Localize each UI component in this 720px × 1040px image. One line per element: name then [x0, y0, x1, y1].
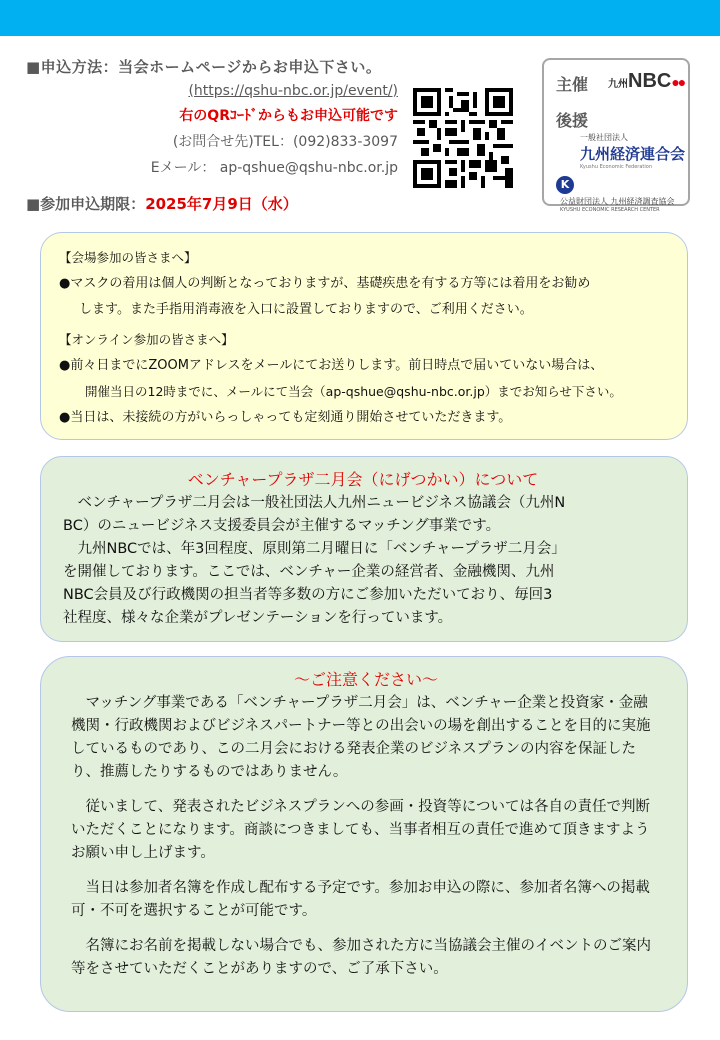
plaza-about-box — [40, 456, 688, 642]
plaza-title: ベンチャープラザ二月会（にげつかい）について — [187, 470, 539, 489]
plaza-line: ベンチャープラザ二月会は一般社団法人九州ニュービジネス協議会（九州N — [63, 495, 566, 511]
venue-line-1: ●マスクの着用は個人の判断となっておりますが、基礎疾患を有する方等には着用をお勧め — [59, 276, 591, 291]
plaza-line: を開催しております。ここでは、ベンチャー企業の経営者、金融機関、九州 — [63, 564, 555, 580]
caution-paragraph-2: 従いまして、発表されたビジネスプランへの参画・投資等については各自の責任で判断いただくことになります。商談につきましても、当事者相互の責任で進めて頂きますようお願い申し上げます。 — [71, 799, 650, 861]
application-method-heading: ■申込方法：当会ホームページからお申込下さい。 — [26, 58, 382, 76]
caution-title: ～ご注意ください～ — [293, 670, 438, 689]
online-line-1: ●前々日までにZOOMアドレスをメールにてお送りします。前日時点で届いていない場合は、 — [59, 358, 604, 373]
nbc-logo-prefix: 九州 — [608, 79, 628, 90]
contact-phone: (お問合せ先)TEL：(092)833-3097 — [172, 134, 398, 150]
plaza-line: BC）のニュービジネス支援委員会が主催するマッチング事業です。 — [63, 518, 501, 534]
caution-paragraph-4: 名簿にお名前を掲載しない場合でも、参加された方に当協議会主催のイベントのご案内等をさせていただくことがありますので、ご了承下さい。 — [71, 938, 651, 977]
application-deadline — [26, 193, 298, 214]
kef-logo-small: 一般社団法人 — [580, 133, 628, 142]
online-line-3: ●当日は、未接続の方がいらっしゃっても定刻通り開始させていただきます。 — [59, 410, 512, 425]
venue-line-2: します。また手指用消毒液を入口に設置しておりますので、ご利用ください。 — [79, 302, 533, 317]
top-accent-bar — [0, 0, 720, 36]
kef-logo-eng: Kyushu Economic Federation — [580, 164, 652, 170]
qr-code-icon[interactable] — [413, 88, 513, 188]
deadline-date: 2025年7月9日（水） — [145, 195, 298, 213]
contact-email[interactable]: Eメール： ap-qshue@qshu-nbc.or.jp — [150, 160, 398, 176]
plaza-line: 社程度、様々な企業がプレゼンテーションを行っています。 — [63, 610, 453, 626]
kef-logo — [580, 132, 688, 170]
caution-paragraph-1: マッチング事業である「ベンチャープラザ二月会」は、ベンチャー企業と投資家・金融機関・行政機関およびビジネスパートナー等との出会いの場を創出することを目的に実施しているものであり、この二月会における発表企業のビジネスプランの内容を保証したり、推薦したりするものではありません。 — [71, 695, 651, 780]
kerc-k-icon: K — [556, 176, 574, 194]
plaza-line: NBC会員及び行政機関の担当者等多数の方にご参加いただいており、毎回3 — [63, 587, 553, 603]
application-url-link[interactable]: (https://qshu-nbc.or.jp/event/) — [188, 83, 398, 99]
online-line-2: 開催当日の12時までに、メールにて当会（ap-qshue@qshu-nbc.or.jp）までお知らせ下さい。 — [85, 384, 622, 399]
participant-notice-box — [40, 232, 688, 440]
nbc-circles-icon: ●● — [671, 74, 685, 90]
online-heading: 【オンライン参加の皆さまへ】 — [59, 332, 234, 347]
kef-logo-name: 九州経済連合会 — [580, 145, 686, 163]
nbc-logo-text: NBC — [628, 70, 672, 92]
host-label: 主催 — [556, 75, 589, 94]
plaza-body — [63, 492, 663, 630]
caution-box — [40, 656, 688, 1012]
nbc-logo — [608, 70, 684, 93]
caution-paragraph-3: 当日は参加者名簿を作成し配布する予定です。参加お申込の際に、参加者名簿への掲載可・不可を選択することが可能です。 — [71, 880, 650, 919]
plaza-line: 九州NBCでは、年3回程度、原則第二月曜日に「ベンチャープラザ二月会」 — [63, 541, 566, 557]
deadline-label: ■参加申込期限： — [26, 195, 146, 213]
qr-note: 右のQRｺｰﾄﾞからもお申込可能です — [179, 108, 398, 124]
venue-heading: 【会場参加の皆さまへ】 — [59, 250, 197, 265]
kerc-logo-eng: KYUSHU ECONOMIC RESEARCH CENTER — [560, 206, 660, 213]
sponsor-box — [542, 58, 690, 213]
kerc-logo-name: 公益財団法人 九州経済調査協会 — [560, 196, 675, 206]
support-label: 後援 — [556, 111, 589, 130]
kerc-logo — [556, 174, 686, 213]
